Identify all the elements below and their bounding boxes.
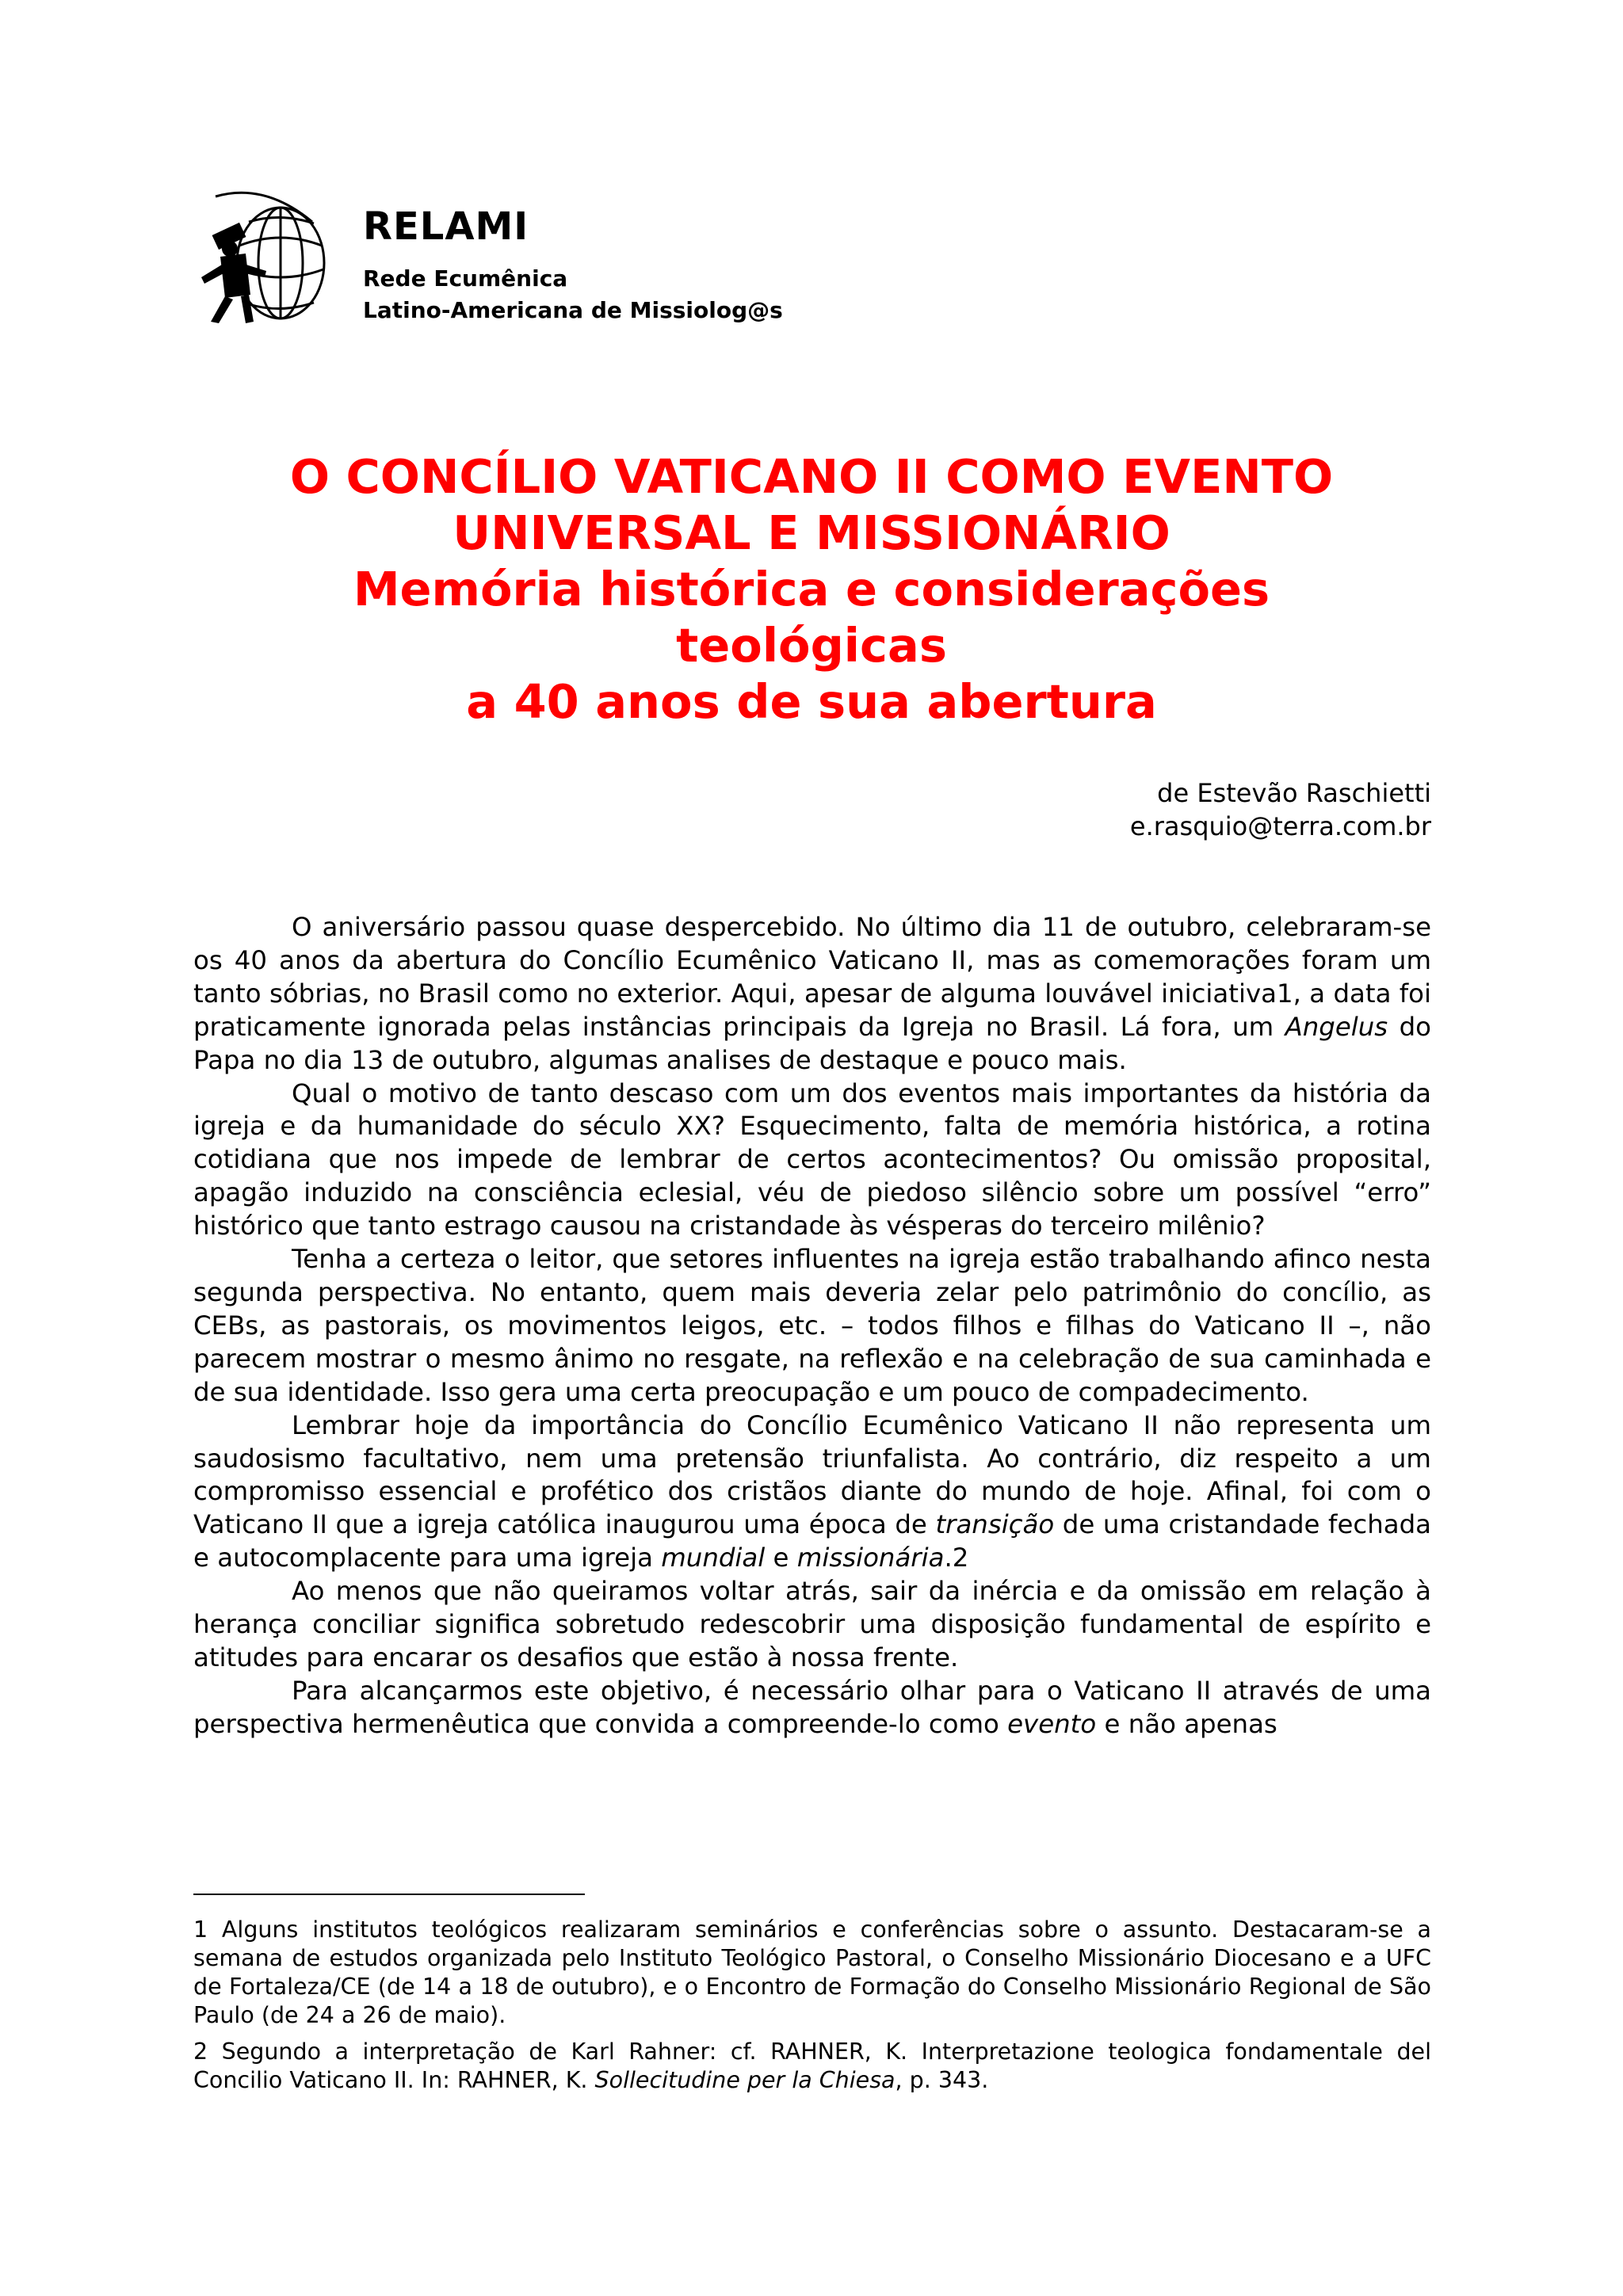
footnote-divider [193,1894,585,1895]
article-body [193,911,1431,1741]
title-line-4: teológicas [676,618,947,673]
paragraph-4: Lembrar hoje da importância do Concílio Ecumênico Vaticano II não representa um saudosismo facultativo, nem uma pretensão triunfalista. Ao contrário, diz respeito a um compromisso essencial e profético dos cristãos diante do mundo de hoje. Afinal, foi com o Vaticano II que a igreja católica inaugurou uma época de transição de uma cristandade fechada e autocomplacente para uma igreja mundial e missionária.2 [193,1409,1431,1573]
footnote-2: 2 Segundo a interpretação de Karl Rahner: cf. RAHNER, K. Interpretazione teologica fondamentale del Concilio Vaticano II. In: RAHNER, K. Sollecitudine per la Chiesa, p. 343. [193,2039,1431,2093]
title-line-3: Memória histórica e considerações [353,562,1270,616]
org-name: RELAMI [363,204,529,249]
paragraph-6: Para alcançarmos este objetivo, é necessário olhar para o Vaticano II através de uma perspectiva hermenêutica que convida a compreende-lo como evento e não apenas [193,1675,1431,1739]
paragraph-3: Tenha a certeza o leitor, que setores influentes na igreja estão trabalhando afinco nesta segunda perspectiva. No entanto, quem mais deveria zelar pelo patrimônio do concílio, as CEBs, as pastorais, os movimentos leigos, etc. – todos filhos e filhas do Vaticano II –, não parecem mostrar o mesmo ânimo no resgate, na reflexão e na celebração de sua caminhada e de sua identidade. Isso gera uma certa preocupação e um pouco de compadecimento. [193,1244,1431,1407]
footnotes [193,1916,1431,2103]
author-byline: de Estevão Raschietti [1157,778,1431,808]
title-line-2: UNIVERSAL E MISSIONÁRIO [453,505,1170,560]
org-subtitle-line2: Latino-Americana de Missiolog@s [363,297,783,323]
org-subtitle-line1: Rede Ecumênica [363,265,568,292]
paragraph-5: Ao menos que não queiramos voltar atrás, sair da inércia e da omissão em relação à herança conciliar significa sobretudo redescobrir uma disposição fundamental de espírito e atitudes para encarar os desafios que estão à nossa frente. [193,1576,1431,1672]
paragraph-1: O aniversário passou quase despercebido. No último dia 11 de outubro, celebraram-se os 40 anos da abertura do Concílio Ecumênico Vaticano II, mas as comemorações foram um tanto sóbrias, no Brasil como no exterior. Aqui, apesar de alguma louvável iniciativa1, a data foi praticamente ignorada pelas instâncias principais da Igreja no Brasil. Lá fora, um Angelus do Papa no dia 13 de outubro, algumas analises de destaque e pouco mais. [193,912,1431,1075]
article-title [193,448,1430,730]
footnote-1: 1 Alguns institutos teológicos realizaram seminários e conferências sobre o assunto. Destacaram-se a semana de estudos organizada pelo Instituto Teológico Pastoral, o Conselho Missionário Diocesano e a UFC de Fortaleza/CE (de 14 a 18 de outubro), e o Encontro de Formação do Conselho Missionário Regional de São Paulo (de 24 a 26 de maio). [193,1917,1431,2028]
globe-with-person-icon [193,190,328,325]
author-email: e.rasquio@terra.com.br [1129,811,1431,841]
author-block [1130,776,1431,843]
paragraph-2: Qual o motivo de tanto descaso com um dos eventos mais importantes da história da igreja e da humanidade do século XX? Esquecimento, falta de memória histórica, a rotina cotidiana que nos impede de lembrar de certos acontecimentos? Ou omissão proposital, apagão induzido na consciência eclesial, véu de piedoso silêncio sobre um possível “erro” histórico que tanto estrago causou na cristandade às vésperas do terceiro milênio? [193,1077,1431,1241]
relami-logo [193,190,328,325]
title-line-5: a 40 anos de sua abertura [466,674,1157,729]
title-line-1: O CONCÍLIO VATICANO II COMO EVENTO [289,449,1334,504]
